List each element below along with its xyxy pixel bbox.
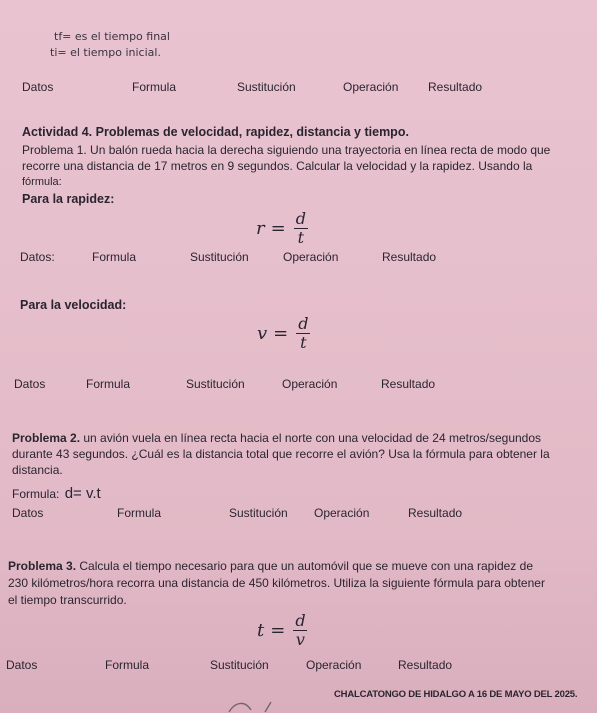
header-formula: Formula — [117, 506, 162, 520]
rapidez-fraction — [294, 210, 308, 247]
problem2-line-1: Problema 2. un avión vuela en línea recta hacia el norte con una velocidad de 24 metros/segundos — [12, 431, 542, 445]
velocidad-fraction — [296, 315, 310, 352]
rapidez-numerator: d — [295, 209, 306, 228]
problem1-text — [22, 142, 582, 190]
header-resultado: Resultado — [381, 377, 436, 391]
activity-title: Actividad 4. Problemas de velocidad, rapidez, distancia y tiempo. — [22, 125, 409, 139]
problem3-numerator: d — [295, 611, 306, 630]
header-resultado: Resultado — [428, 80, 483, 94]
problem1-line-3: fórmula: — [22, 176, 62, 188]
header-formula: Formula — [86, 377, 131, 391]
header-formula: Formula — [132, 80, 177, 94]
header-sustitucion: Sustitución — [190, 250, 249, 264]
header-resultado: Resultado — [398, 658, 453, 672]
header-resultado: Resultado — [408, 506, 463, 520]
footer-place-date: CHALCATONGO DE HIDALGO A 16 DE MAYO DEL 2025. — [334, 689, 578, 700]
pen-stroke — [225, 700, 285, 713]
header-operacion: Operación — [343, 80, 399, 94]
problem3-fraction — [293, 612, 307, 649]
problem2-text — [12, 430, 582, 478]
header-formula: Formula — [92, 250, 137, 264]
rapidez-label: Para la rapidez: — [22, 192, 115, 206]
header-datos: Datos — [22, 80, 54, 94]
header-operacion: Operación — [282, 377, 338, 391]
problem1-line-1: Problema 1. Un balón rueda hacia la derecha siguiendo una trayectoria en línea recta de modo que — [22, 143, 551, 157]
note-ti: ti= el tiempo inicial. — [50, 46, 161, 59]
problem2-line-2: durante 43 segundos. ¿Cuál es la distancia total que recorre el avión? Usa la fórmula para obtener la — [12, 447, 550, 461]
header-resultado: Resultado — [382, 250, 437, 264]
problem3-formula — [257, 612, 308, 649]
header-operacion: Operación — [283, 250, 339, 264]
problem3-line-3: el tiempo transcurrido. — [8, 593, 127, 607]
header-operacion: Operación — [306, 658, 362, 672]
header-operacion: Operación — [314, 506, 370, 520]
header-formula: Formula — [105, 658, 150, 672]
header-datos: Datos: — [20, 250, 55, 264]
problem2-formula-value: d= v.t — [64, 485, 101, 502]
header-datos: Datos — [12, 506, 44, 520]
problem1-line-2: recorre una distancia de 17 metros en 9 segundos. Calcular la velocidad y la rapidez. Usando la — [22, 159, 533, 173]
problem2-formula — [12, 485, 101, 502]
rapidez-lhs: r — [256, 218, 265, 239]
problem3-equals: = — [270, 620, 286, 641]
note-tf: tf= es el tiempo final — [54, 30, 170, 43]
velocidad-denominator: t — [300, 333, 307, 352]
problem2-formula-label: Formula: — [12, 487, 60, 501]
problem2-line-3: distancia. — [12, 463, 63, 477]
header-sustitucion: Sustitución — [210, 658, 269, 672]
header-datos: Datos — [6, 658, 38, 672]
problem3-line-1: Problema 3. Calcula el tiempo necesario para que un automóvil que se mueve con una rapidez de — [8, 559, 533, 573]
velocidad-lhs: v — [257, 323, 268, 344]
header-sustitucion: Sustitución — [229, 506, 288, 520]
problem3-text — [8, 558, 593, 609]
problem3-line-2: 230 kilómetros/hora recorra una distancia de 450 kilómetros. Utiliza la siguiente fórmula para obtener — [8, 576, 545, 590]
header-sustitucion: Sustitución — [237, 80, 296, 94]
rapidez-denominator: t — [297, 228, 305, 247]
header-sustitucion: Sustitución — [186, 377, 245, 391]
rapidez-equals: = — [270, 218, 286, 239]
rapidez-formula — [256, 210, 308, 247]
velocidad-formula — [257, 315, 311, 352]
header-datos: Datos — [14, 377, 46, 391]
problem3-denominator: v — [295, 630, 305, 649]
velocidad-equals: = — [273, 323, 289, 344]
problem3-lhs: t — [257, 620, 265, 641]
velocidad-numerator: d — [298, 314, 309, 333]
velocidad-label: Para la velocidad: — [20, 298, 127, 312]
